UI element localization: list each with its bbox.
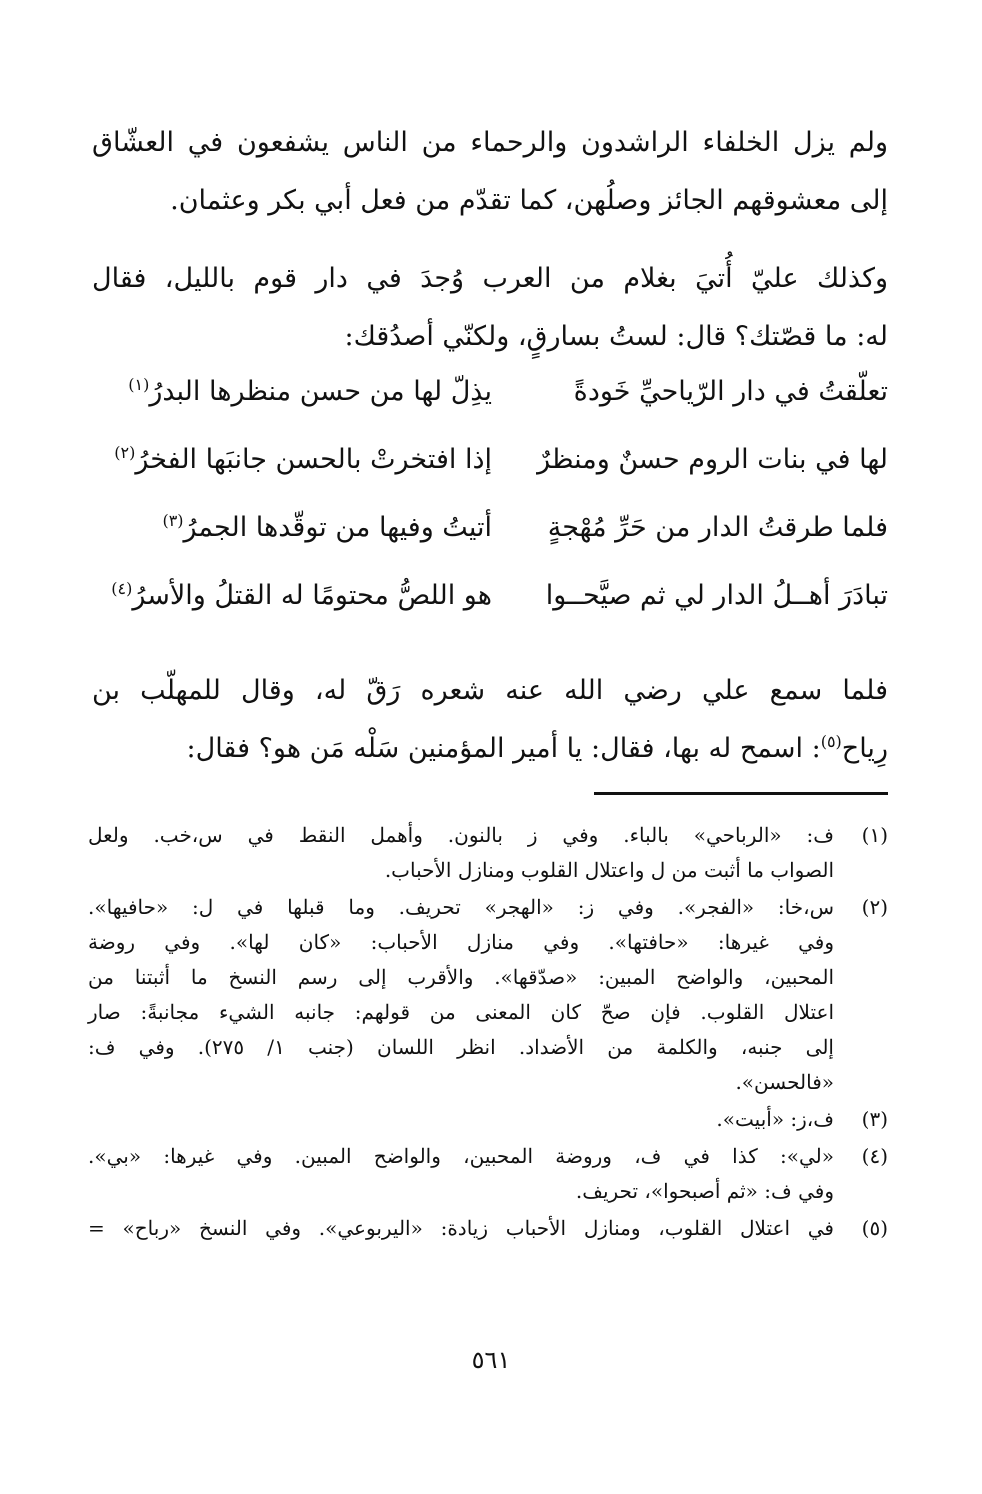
footnote-ref: (٤)	[111, 579, 133, 598]
footnote-line: المحبين، والواضح المبين: «صدّقها». والأقرب إلى رسم النسخ ما أثبتنا من	[88, 965, 834, 989]
page-number: ٥٦١	[471, 1346, 511, 1374]
poem-verse	[92, 580, 888, 648]
poem-verse	[92, 512, 888, 580]
footnote-line: ف: «الرباحي» بالباء. وفي ز بالنون. وأهمل النقط في س،خب. ولعل	[88, 823, 834, 847]
hemistich-text: يذِلّ لها من حسن منظرها البدرُ	[149, 376, 492, 407]
footnote-ref: (٢)	[114, 443, 136, 462]
verse-first-hemistich: فلما طرقتُ الدار من حَرِّ مُهْجةٍ	[547, 512, 888, 543]
footnote	[88, 1139, 888, 1209]
paragraph-line: له: ما قصّتك؟ قال: لستُ بسارقٍ، ولكنّي أصدُقك:	[344, 321, 888, 352]
paragraph-line	[92, 720, 888, 778]
footnote-number: (٥)	[861, 1216, 888, 1240]
hemistich-text: إذا افتخرتْ بالحسن جانبَها الفخرُ	[135, 444, 492, 475]
verse-second-hemistich	[92, 376, 492, 407]
footnote-number: (١)	[861, 823, 888, 847]
footnote	[88, 890, 888, 1100]
paragraph-line: فلما سمع علي رضي الله عنه شعره رَقّ له، وقال للمهلّب بن	[92, 675, 888, 706]
poem-verse	[92, 376, 888, 444]
footnote-line: اعتلال القلوب. فإن صحّ كان المعنى من قولهم: جانبه الشيء مجانبةً: صار	[88, 1000, 834, 1024]
footnote-line: ف،ز: «أبيت».	[716, 1107, 834, 1131]
paragraph-line: إلى معشوقهم الجائز وصلُهن، كما تقدّم من فعل أبي بكر وعثمان.	[170, 185, 888, 216]
footnote-line: «لي»: كذا في ف، وروضة المحبين، والواضح المبين. وفي غيرها: «بي».	[88, 1144, 834, 1168]
footnote-number: (٤)	[861, 1144, 888, 1168]
verse-second-hemistich	[92, 512, 492, 543]
footnote-separator	[594, 792, 888, 795]
footnote	[88, 1211, 888, 1246]
footnote-line: وفي غيرها: «حافتها». وفي منازل الأحباب: «كان لها». وفي روضة	[88, 930, 834, 954]
footnote-number: (٢)	[861, 895, 888, 919]
hemistich-text: هو اللصُّ محتومًا له القتلُ والأسرُ	[132, 580, 492, 611]
verse-first-hemistich: تبادَرَ أهــلُ الدار لي ثم صيَّحــوا	[545, 580, 888, 611]
footnote-line: الصواب ما أثبت من ل واعتلال القلوب ومنازل الأحباب.	[384, 858, 834, 882]
footnote-line: وفي ف: «ثم أصبحوا»، تحريف.	[575, 1179, 834, 1203]
footnotes	[88, 818, 888, 1248]
verse-first-hemistich: تعلّقتُ في دار الرّياحيِّ خَودةً	[573, 376, 888, 407]
footnote-line: إلى جنبه، والكلمة من الأضداد. انظر اللسان (جنب ١/ ٢٧٥). وفي ف:	[88, 1035, 834, 1059]
hemistich-text: أتيتُ وفيها من توقّدها الجمرُ	[183, 512, 492, 543]
poem	[92, 376, 888, 648]
footnote-ref: (٣)	[162, 511, 184, 530]
verse-second-hemistich	[92, 580, 492, 611]
paragraph-3	[92, 662, 888, 778]
footnote-line: س،خا: «الفجر». وفي ز: «الهجر» تحريف. وما قبلها في ل: «حافيها».	[88, 895, 834, 919]
paragraph-line-text	[186, 733, 888, 764]
footnote-ref: (٥)	[820, 732, 842, 751]
verse-first-hemistich: لها في بنات الروم حسنٌ ومنظرٌ	[537, 444, 888, 475]
footnote	[88, 818, 888, 888]
paragraph-1	[92, 114, 888, 230]
paragraph-text-segment: : اسمح له بها، فقال: يا أمير المؤمنين سَلْه مَن هو؟ فقال:	[186, 733, 821, 764]
footnote-line: «فالحسن».	[735, 1070, 834, 1094]
paragraph-line: وكذلك عليّ أُتيَ بغلام من العرب وُجدَ في دار قوم بالليل، فقال	[92, 263, 888, 294]
footnote-line: في اعتلال القلوب، ومنازل الأحباب زيادة: «اليربوعي». وفي النسخ «رباح» =	[88, 1216, 834, 1240]
footnote	[88, 1102, 888, 1137]
paragraph-text-segment: رِياح	[841, 733, 888, 764]
verse-second-hemistich	[92, 444, 492, 475]
footnote-ref: (١)	[128, 375, 150, 394]
poem-verse	[92, 444, 888, 512]
paragraph-line: ولم يزل الخلفاء الراشدون والرحماء من الناس يشفعون في العشّاق	[92, 127, 888, 158]
footnote-number: (٣)	[861, 1107, 888, 1131]
paragraph-2	[92, 250, 888, 366]
